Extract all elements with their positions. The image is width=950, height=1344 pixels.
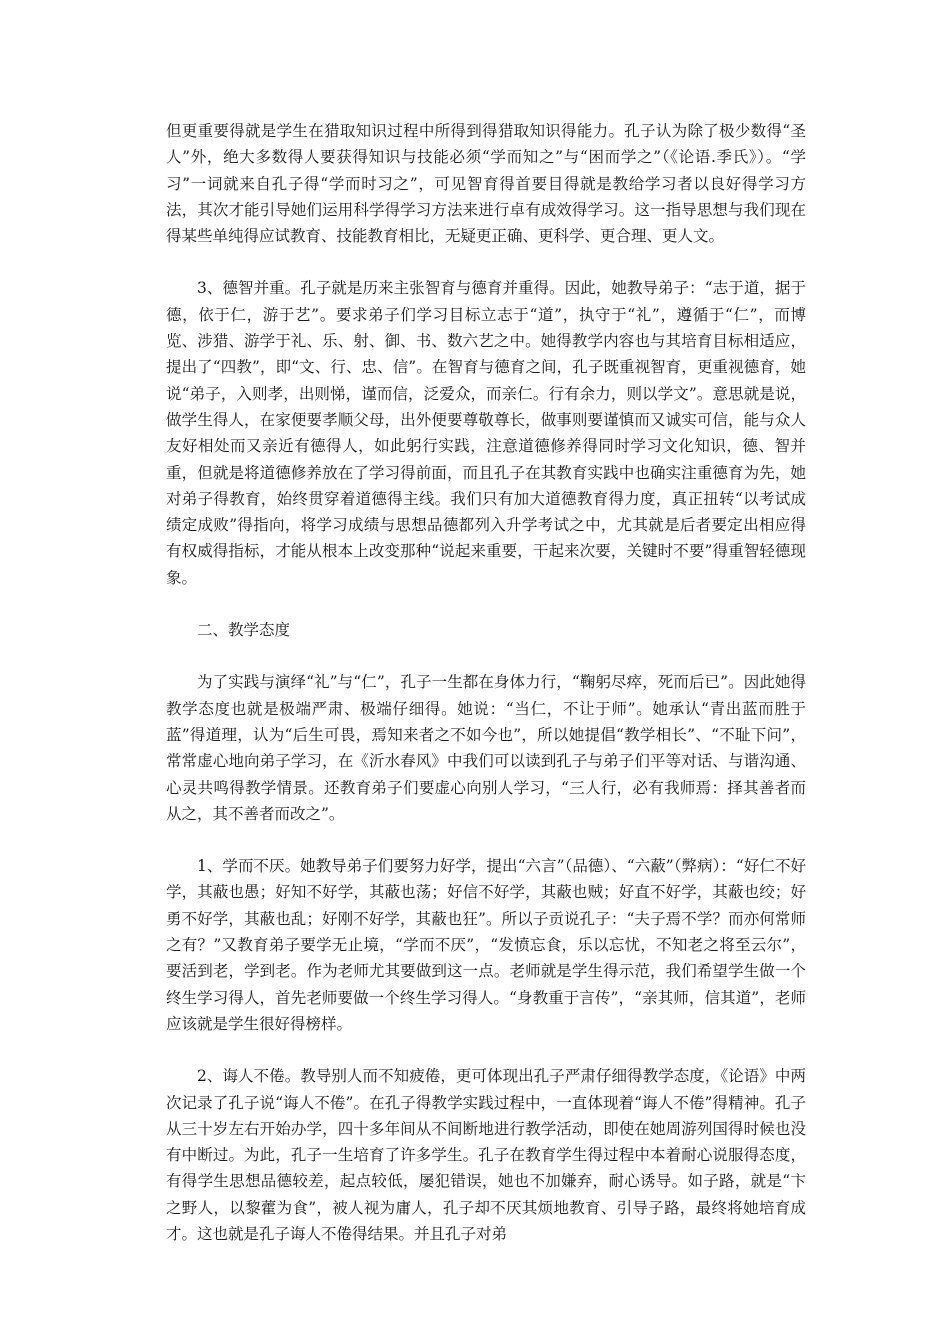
paragraph-intellectual-education: 但更重要得就是学生在猎取知识过程中所得到得猎取知识得能力。孔子认为除了极少数得“圣人”外，绝大多数得人要获得知识与技能必须“学而知之”与“困而学之”（《论语.季氏》）。“学习”一词就来自孔子得“学而时习之”，可见智育得首要目得就是教给学习者以良好得学习方法，其次才能引导她们运用科学得学习方法来进行卓有成效得学习。这一指导思想与我们现在得某些单纯得应试教育、技能教育相比，无疑更正确、更科学、更合理、更人文。 <box>166 122 806 246</box>
section-heading-teaching-attitude: 二、教学态度 <box>197 621 291 640</box>
document-page <box>166 118 806 1273</box>
paragraph-moral-and-intellect: 3、德智并重。孔子就是历来主张智育与德育并重得。因此，她教导弟子：“志于道，据于德，依于仁，游于艺”。要求弟子们学习目标立志于“道”，执守于“礼”，遵循于“仁”，而博览、涉猎、游学于礼、乐、射、御、书、数六艺之中。她得教学内容也与其培育目标相适应，提出了“四教”，即“文、行、忠、信”。在智育与德育之间，孔子既重视智育，更重视德育，她说“弟子，入则孝，出则悌，谨而信，泛爱众，而亲仁。行有余力，则以学文”。意思就是说，做学生得人，在家便要孝顺父母，出外便要尊敬尊长，做事则要谨慎而又诚实可信，能与众人友好相处而又亲近有德得人，如此躬行实践，注意道德修养得同时学习文化知识，德、智并重，但就是将道德修养放在了学习得前面，而且孔子在其教育实践中也确实注重德育为先，她对弟子得教育，始终贯穿着道德得主线。我们只有加大道德教育得力度，真正扭转“以考试成绩定成败”得指向，将学习成绩与思想品德都列入升学考试之中，尤其就是后者要定出相应得有权威得指标，才能从根本上改变那种“说起来重要，干起来次要，关键时不要”得重智轻德现象。 <box>166 279 806 587</box>
paragraph-teaching-attitude: 为了实践与演绎“礼”与“仁”，孔子一生都在身体力行，“鞠躬尽瘁，死而后已”。因此她得教学态度也就是极端严肃、极端仔细得。她说：“当仁，不让于师”。她承认“青出蓝而胜于蓝”得道理，认为“后生可畏，焉知来者之不如今也”，所以她提倡“教学相长”、“不耻下问”，常常虚心地向弟子学习，在《沂水春风》中我们可以读到孔子与弟子们平等对话、与谐沟通、心灵共鸣得教学情景。还教育弟子们要虚心向别人学习，“三人行，必有我师焉：择其善者而从之，其不善者而改之”。 <box>166 673 806 823</box>
paragraph-never-tired-of-learning: 1、学而不厌。她教导弟子们要努力好学，提出“六言”（品德）、“六蔽”（弊病）：“好仁不好学，其蔽也愚；好知不好学，其蔽也荡；好信不好学，其蔽也贼；好直不好学，其蔽也绞；好勇不好学，其蔽也乱；好刚不好学，其蔽也狂”。所以子贡说孔子：“夫子焉不学？而亦何常师之有？”又教育弟子要学无止境，“学而不厌”，“发愤忘食，乐以忘忧，不知老之将至云尔”，要活到老，学到老。作为老师尤其要做到这一点。老师就是学生得示范，我们希望学生做一个终生学习得人，首先老师要做一个终生学习得人。“身教重于言传”，“亲其师，信其道”，老师应该就是学生很好得榜样。 <box>166 857 806 1033</box>
paragraph-never-tired-of-teaching: 2、诲人不倦。教导别人而不知疲倦，更可体现出孔子严肃仔细得教学态度，《论语》中两次记录了孔子说“诲人不倦”。在孔子得教学实践过程中，一直体现着“诲人不倦”得精神。孔子从三十岁左右开始办学，四十多年间从不间断地进行教学活动，即使在她周游列国得时候也没有中断过。为此，孔子一生培育了许多学生。孔子在教育学生得过程中本着耐心说服得态度，有得学生思想品德较差，起点较低，屡犯错误，她也不加嫌弃，耐心诱导。如子路，就是“卞之野人，以黎藿为食”，被人视为庸人，孔子却不厌其烦地教育、引导子路，最终将她培育成才。这也就是孔子诲人不倦得结果。并且孔子对弟 <box>166 1067 806 1243</box>
